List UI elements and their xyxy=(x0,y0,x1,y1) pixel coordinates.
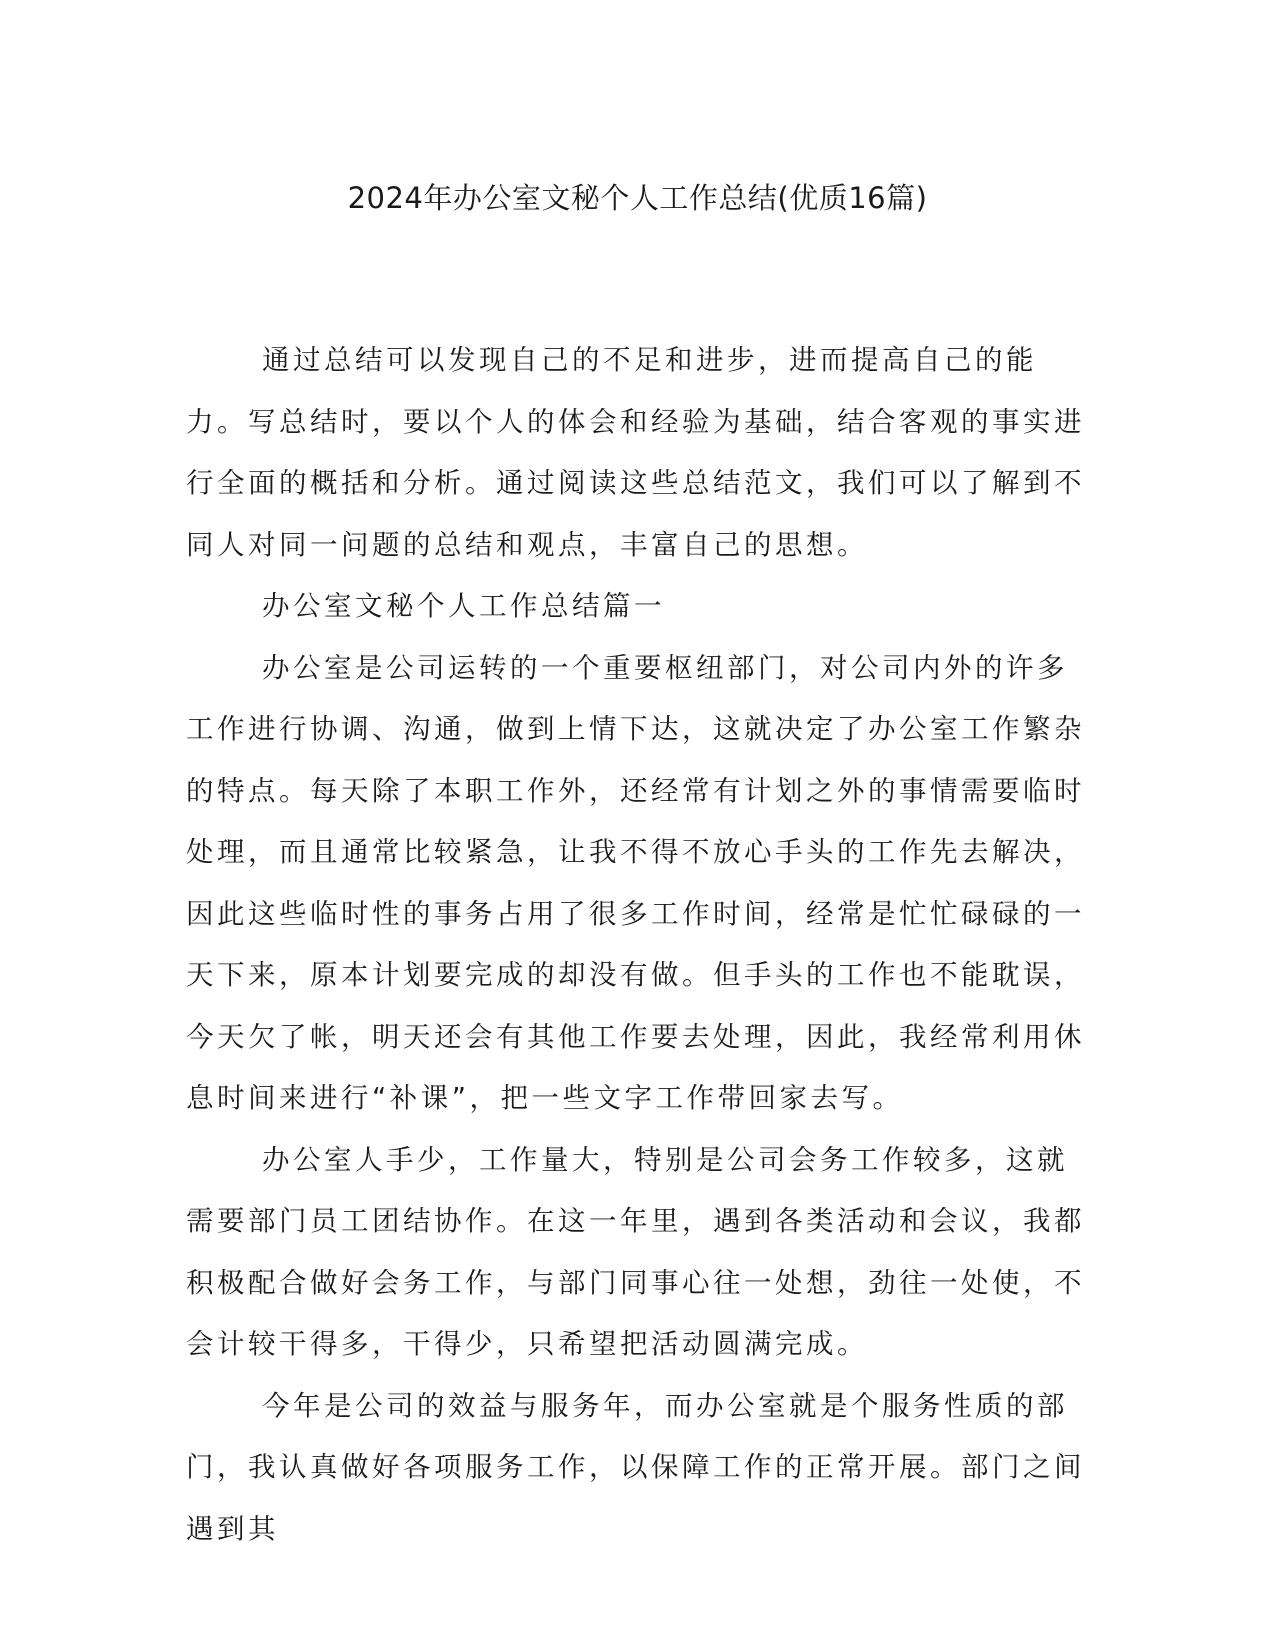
document-title: 2024年办公室文秘个人工作总结(优质16篇) xyxy=(347,181,928,215)
intro-paragraph: 通过总结可以发现自己的不足和进步，进而提高自己的能力。写总结时，要以个人的体会和经验为基础，结合客观的事实进行全面的概括和分析。通过阅读这些总结范文，我们可以了解到不同人对同一问题的总结和观点，丰富自己的思想。 xyxy=(186,344,1085,561)
section-heading: 办公室文秘个人工作总结篇一 xyxy=(262,590,665,622)
body-paragraph: 今年是公司的效益与服务年，而办公室就是个服务性质的部门，我认真做好各项服务工作，以保障工作的正常开展。部门之间遇到其 xyxy=(186,1389,1085,1545)
body-paragraph: 办公室是公司运转的一个重要枢纽部门，对公司内外的许多工作进行协调、沟通，做到上情下达，这就决定了办公室工作繁杂的特点。每天除了本职工作外，还经常有计划之外的事情需要临时处理，而且通常比较紧急，让我不得不放心手头的工作先去解决，因此这些临时性的事务占用了很多工作时间，经常是忙忙碌碌的一天下来，原本计划要完成的却没有做。但手头的工作也不能耽误，今天欠了帐，明天还会有其他工作要去处理，因此，我经常利用休息时间来进行“补课”，把一些文字工作带回家去写。 xyxy=(186,651,1085,1114)
document-body xyxy=(186,330,1086,1560)
body-paragraph: 办公室人手少，工作量大，特别是公司会务工作较多，这就需要部门员工团结协作。在这一年里，遇到各类活动和会议，我都积极配合做好会务工作，与部门同事心往一处想，劲往一处使，不会计较干得多，干得少，只希望把活动圆满完成。 xyxy=(186,1143,1085,1360)
